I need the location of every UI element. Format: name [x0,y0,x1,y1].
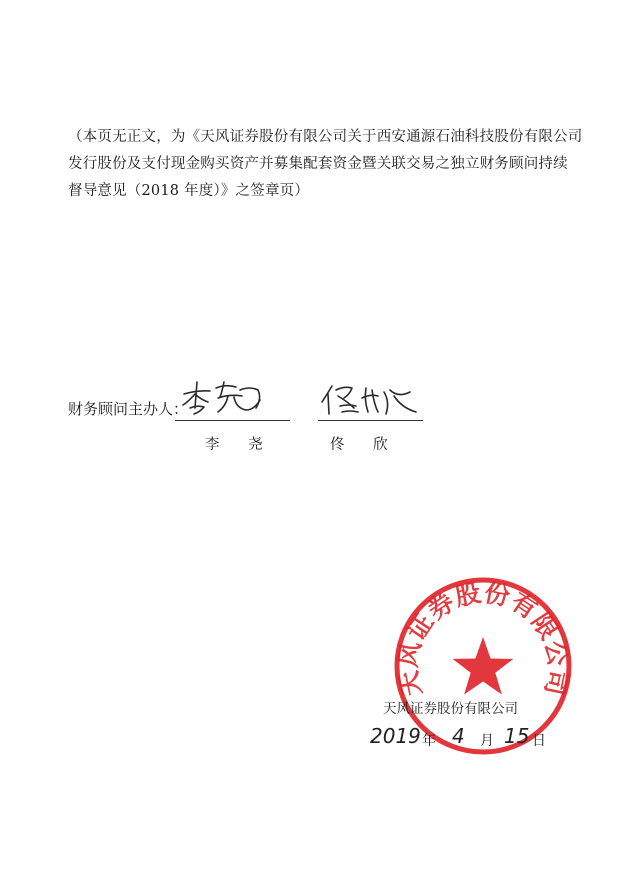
signature-li-yao [180,378,270,418]
signer-name: 李 尧 [205,437,275,453]
date-day-unit: 日 [532,733,546,749]
date-year: 2019 [370,724,421,748]
signature-line [175,420,290,421]
date-month: 4 [452,724,465,748]
date-year-unit: 年 [422,733,436,749]
intro-line: （本页无正文，为《天风证券股份有限公司关于西安通源石油科技股份有限公司 [68,129,583,145]
intro-line: 督导意见（2018 年度）》之签章页） [68,183,310,199]
date-day: 15 [504,724,530,748]
signer-name: 佟 欣 [330,437,400,453]
seal-star-icon [453,637,514,695]
company-name: 天风证券股份有限公司 [383,701,518,717]
signature-line [318,420,423,421]
seal-text: 天风证券股份有限公司 [393,577,573,699]
signatory-label: 财务顾问主办人： [68,400,189,418]
intro-line: 发行股份及支付现金购买资产并募集配套资金暨关联交易之独立财务顾问持续 [68,156,568,172]
date-month-unit: 月 [480,733,494,749]
intro-paragraph [68,124,588,205]
date-row [368,724,568,754]
signature-tong-xin [320,382,420,418]
